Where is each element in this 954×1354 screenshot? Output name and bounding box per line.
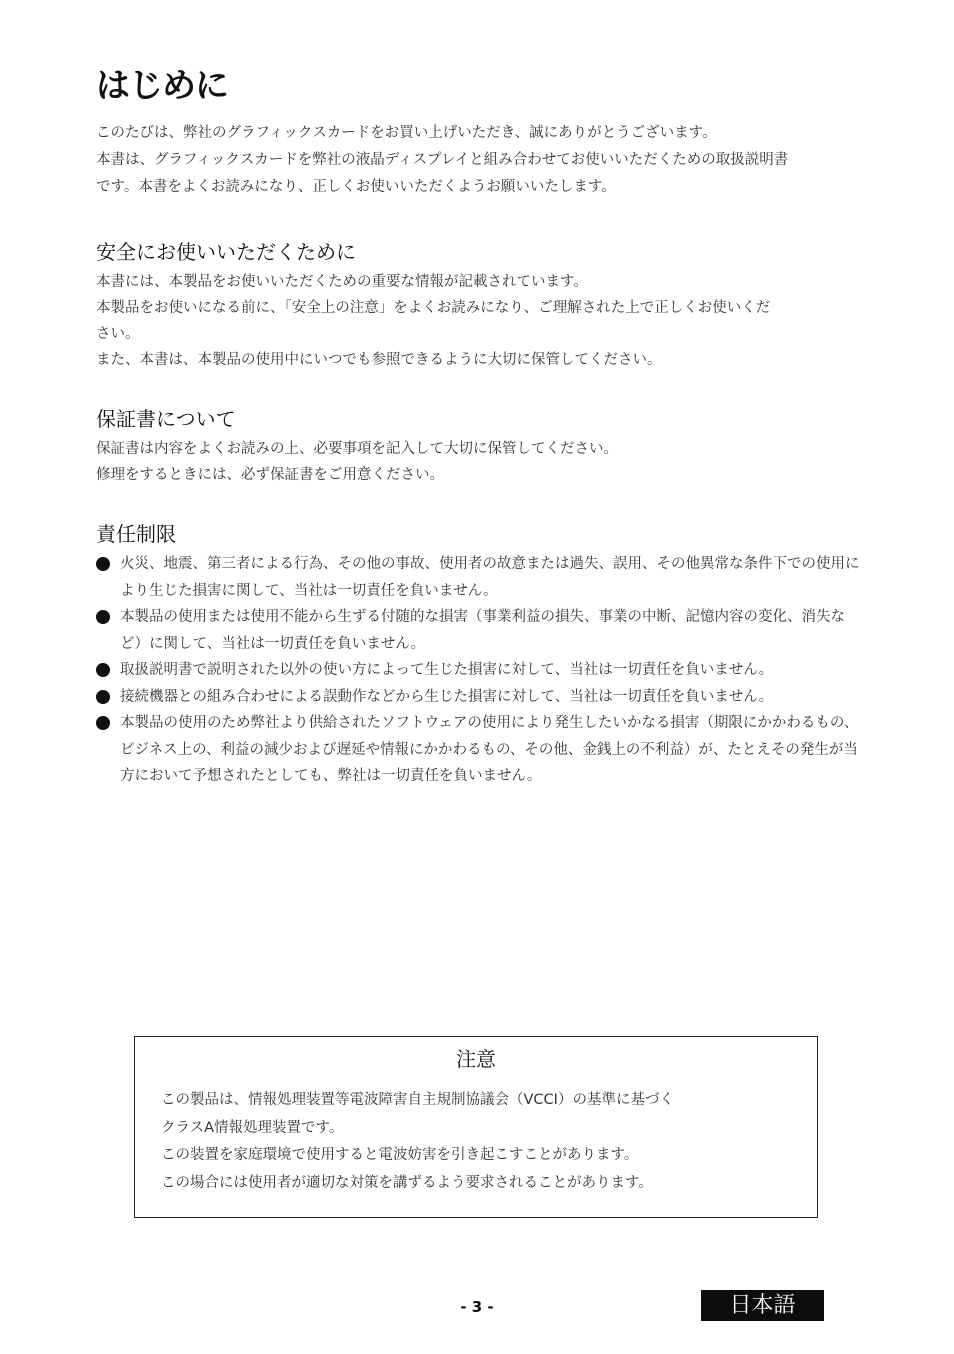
bullet-icon [96, 690, 110, 704]
bullet-icon [96, 557, 110, 571]
liability-item-text: 本製品の使用のため弊社より供給されたソフトウェアの使用により発生したいかなる損害（期限にかかわるもの、ビジネス上の、利益の減少および遅延や情報にかかわるもの、その他、金銭上の不利益）が、たとえその発生が当方において予想されたとしても、弊社は一切責任を負いません。 [120, 715, 859, 784]
warranty-section [96, 404, 866, 488]
warranty-line: 修理をするときには、必ず保証書をご用意ください。 [96, 467, 444, 483]
page-number: - 3 - [460, 1298, 494, 1316]
liability-item-text: 火災、地震、第三者による行為、その他の事故、使用者の故意または過失、誤用、その他異常な条件下での使用により生じた損害に関して、当社は一切責任を負いません。 [120, 556, 860, 599]
intro-paragraph [96, 120, 866, 201]
safety-line: 本書には、本製品をお使いいただくための重要な情報が記載されています。 [96, 274, 588, 290]
safety-line: また、本書は、本製品の使用中にいつでも参照できるように大切に保管してください。 [96, 352, 662, 368]
liability-item [96, 684, 866, 711]
intro-line: 本書は、グラフィックスカードを弊社の液晶ディスプレイと組み合わせてお使いいただくための取扱説明書 [96, 152, 789, 168]
notice-body [161, 1087, 801, 1197]
liability-item [96, 657, 866, 684]
notice-line: この製品は、情報処理装置等電波障害自主規制協議会（VCCI）の基準に基づく [161, 1092, 674, 1108]
language-badge: 日本語 [701, 1290, 824, 1321]
intro-line: このたびは、弊社のグラフィックスカードをお買い上げいただき、誠にありがとうございます。 [96, 125, 717, 141]
liability-item [96, 604, 866, 657]
notice-box [134, 1036, 818, 1218]
liability-item-text: 接続機器との組み合わせによる誤動作などから生じた損害に対して、当社は一切責任を負いません。 [120, 688, 774, 705]
liability-heading: 責任制限 [96, 522, 176, 546]
intro-line: です。本書をよくお読みになり、正しくお使いいただくようお願いいたします。 [96, 179, 616, 195]
notice-title: 注意 [456, 1047, 496, 1071]
liability-item [96, 710, 866, 790]
liability-item-text: 本製品の使用または使用不能から生ずる付随的な損害（事業利益の損失、事業の中断、記憶内容の変化、消失など）に関して、当社は一切責任を負いません。 [120, 609, 845, 652]
safety-line: さい。 [96, 326, 140, 342]
warranty-heading: 保証書について [96, 407, 236, 431]
liability-item-text: 取扱説明書で説明された以外の使い方によって生じた損害に対して、当社は一切責任を負いません。 [120, 662, 774, 678]
liability-list [96, 551, 866, 790]
bullet-icon [96, 716, 110, 730]
bullet-icon [96, 663, 110, 677]
bullet-icon [96, 610, 110, 624]
page-title: はじめに [96, 66, 228, 106]
warranty-line: 保証書は内容をよくお読みの上、必要事項を記入して大切に保管してください。 [96, 441, 618, 457]
liability-item [96, 551, 866, 604]
liability-section [96, 519, 866, 790]
notice-line: この装置を家庭環境で使用すると電波妨害を引き起こすことがあります。 [161, 1147, 639, 1163]
safety-line: 本製品をお使いになる前に、「安全上の注意」をよくお読みになり、ご理解された上で正しくお使いくだ [96, 300, 771, 316]
safety-section [96, 237, 866, 373]
notice-line: クラスA情報処理装置です。 [161, 1119, 344, 1136]
notice-line: この場合には使用者が適切な対策を講ずるよう要求されることがあります。 [161, 1174, 653, 1191]
safety-heading: 安全にお使いいただくために [96, 240, 356, 264]
